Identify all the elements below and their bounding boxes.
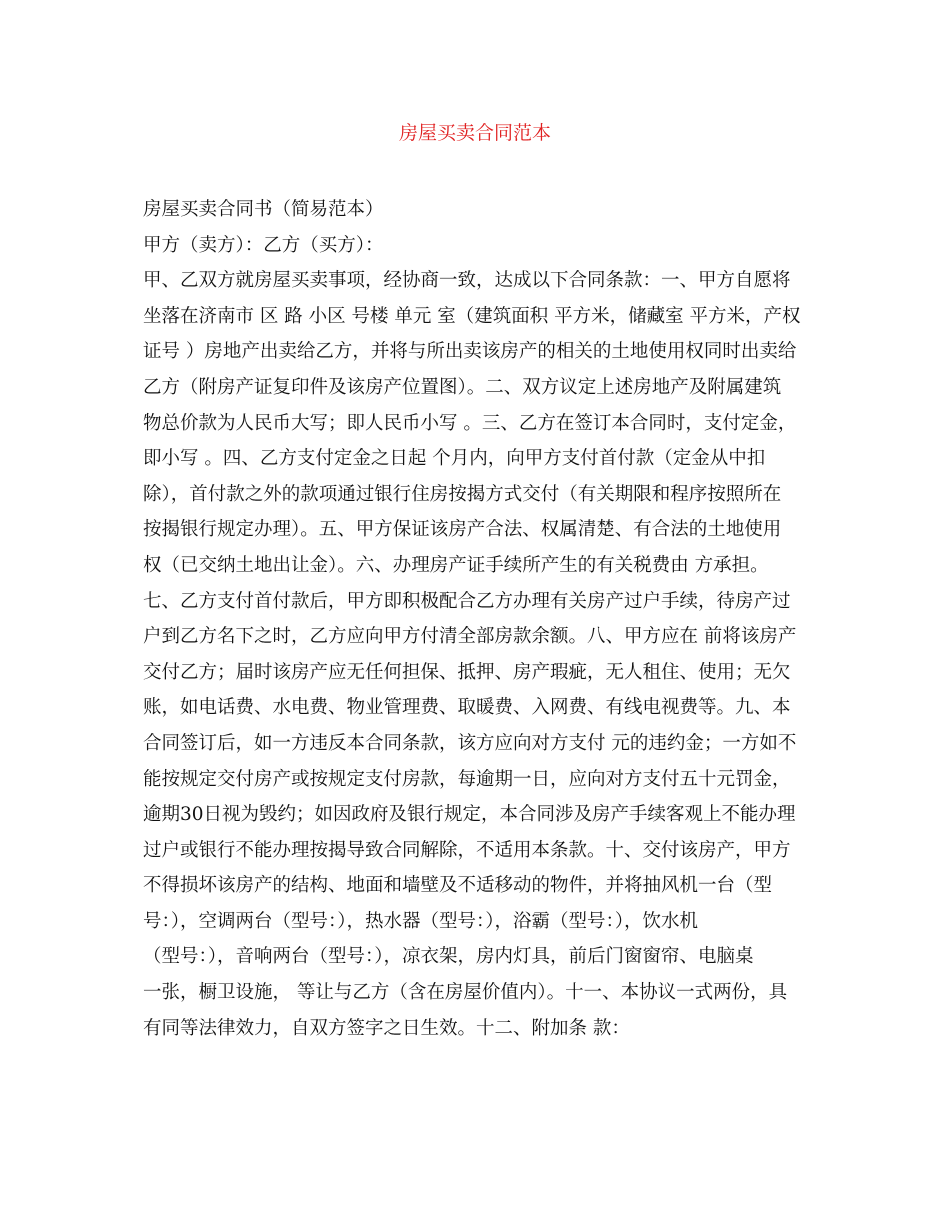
body-line: 权（已交纳土地出让金）。六、办理房产证手续所产生的有关税费由 方承担。 — [143, 554, 769, 576]
body-line: 甲方（卖方）：乙方（买方）： — [143, 234, 384, 256]
body-line: 房屋买卖合同书（简易范本） — [143, 199, 384, 220]
body-line: 甲、乙双方就房屋买卖事项，经协商一致，达成以下合同条款：一、甲方自愿将 — [143, 270, 791, 292]
body-line: 即小写 。四、乙方支付定金之日起 个月内，向甲方支付首付款（定金从中扣 — [143, 448, 766, 470]
body-line: 户到乙方名下之时，乙方应向甲方付清全部房款余额。八、甲方应在 前将该房产 — [143, 626, 797, 648]
body-line: 号：），空调两台（型号：），热水器（型号：），浴霸（型号：），饮水机 — [143, 910, 699, 932]
body-line: 证号 ）房地产出卖给乙方，并将与所出卖该房产的相关的土地使用权同时出卖给 — [143, 341, 797, 363]
body-line: 不得损坏该房产的结构、地面和墙壁及不适移动的物件，并将抽风机一台（型 — [143, 875, 773, 897]
body-line: 一张，橱卫设施， 等让与乙方（含在房屋价值内）。十一、本协议一式两份，具 — [143, 982, 788, 1004]
body-line: 七、乙方支付首付款后，甲方即积极配合乙方办理有关房产过户手续，待房产过 — [143, 590, 791, 612]
body-line: （型号：），音响两台（型号：），凉衣架，房内灯具，前后门窗窗帘、电脑桌 — [143, 946, 754, 968]
body-line: 合同签订后，如一方违反本合同条款，该方应向对方支付 元的违约金；一方如不 — [143, 732, 797, 754]
body-line: 乙方（附房产证复印件及该房产位置图）。二、双方议定上述房地产及附属建筑 — [143, 376, 782, 398]
body-line: 坐落在济南市 区 路 小区 号楼 单元 室（建筑面积 平方米，储藏室 平方米，产权 — [143, 305, 801, 327]
body-line: 能按规定交付房产或按规定支付房款，每逾期一日，应向对方支付五十元罚金， — [143, 768, 791, 790]
body-line: 物总价款为人民币大写；即人民币小写 。三、乙方在签订本合同时，支付定金， — [143, 412, 797, 434]
body-line: 过户或银行不能办理按揭导致合同解除，不适用本条款。十、交付该房产，甲方 — [143, 839, 791, 861]
body-line: 除），首付款之外的款项通过银行住房按揭方式交付（有关期限和程序按照所在 — [143, 483, 782, 505]
document-title: 房屋买卖合同范本 — [398, 122, 551, 144]
body-line: 交付乙方；届时该房产应无任何担保、抵押、房产瑕疵，无人租住、使用；无欠 — [143, 661, 791, 683]
contract-body — [143, 192, 805, 1046]
body-line: 有同等法律效力，自双方签字之日生效。十二、附加条 款： — [143, 1017, 630, 1039]
body-line: 逾期30日视为毁约；如因政府及银行规定，本合同涉及房产手续客观上不能办理 — [143, 804, 796, 826]
body-line: 账，如电话费、水电费、物业管理费、取暖费、入网费、有线电视费等。九、本 — [143, 697, 791, 719]
body-line: 按揭银行规定办理）。五、甲方保证该房产合法、权属清楚、有合法的土地使用 — [143, 519, 782, 541]
